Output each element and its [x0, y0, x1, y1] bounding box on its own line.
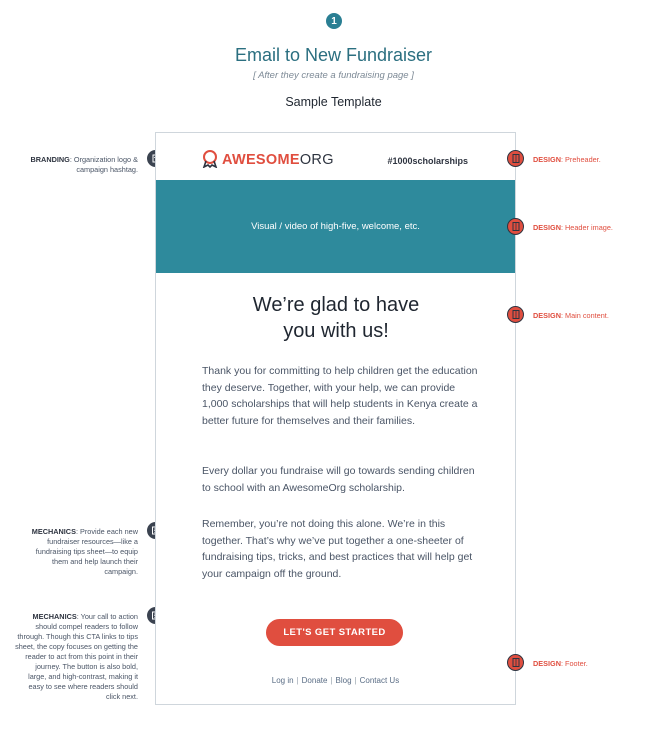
email-preheader	[156, 133, 515, 180]
sample-template-label: Sample Template	[285, 95, 382, 109]
design-footer-note-text: : Footer.	[560, 659, 588, 668]
org-logo-secondary: ORG	[299, 152, 334, 168]
design-main-content-icon	[507, 306, 524, 323]
film-icon	[512, 310, 520, 319]
page-title: Email to New Fundraiser	[234, 45, 433, 65]
design-header-image-note-title: DESIGN	[533, 223, 561, 232]
email-headline	[226, 292, 446, 344]
mechanics-cta-note-text: : Your call to action should compel readers to follow through. Though this CTA links to tips sheet, the copy focuses on getting the reader to act from this point in their journey. The button is also bold, large, and high-contrast, making it easy to see where readers should click next.	[15, 612, 138, 701]
org-logo-text	[222, 152, 334, 168]
design-footer-note-title: DESIGN	[533, 659, 561, 668]
film-icon	[512, 154, 520, 163]
email-paragraph-3: Remember, you’re not doing this alone. We’re in this together. That’s why we’ve put together a one-sheeter of fundraising tips, tricks, and best practices that will help get your campaign off the ground.	[202, 518, 473, 580]
headline-line-2: you with us!	[283, 320, 389, 342]
footer-link-donate[interactable]: Donate	[301, 676, 328, 685]
mechanics-cta-note-title: MECHANICS	[32, 612, 77, 621]
ribbon-logo-icon	[202, 150, 218, 168]
step-number-badge: 1	[326, 13, 342, 29]
branding-note-title: BRANDING	[30, 155, 70, 164]
email-header-image	[156, 180, 515, 273]
org-logo-primary: AWESOME	[222, 152, 300, 168]
mechanics-cta-note	[15, 612, 138, 702]
mechanics-resources-note-text: : Provide each new fundraiser resources—like a fundraising tips sheet—to equip them and help launch their campaign.	[35, 527, 138, 576]
branding-note-text: : Organization logo & campaign hashtag.	[69, 155, 138, 174]
design-footer-icon	[507, 654, 524, 671]
email-template-frame	[155, 132, 516, 705]
design-preheader-icon	[507, 150, 524, 167]
footer-link-login[interactable]: Log in	[271, 676, 294, 685]
design-preheader-note	[533, 155, 653, 165]
get-started-button[interactable]: LET'S GET STARTED	[266, 619, 403, 646]
film-icon	[512, 658, 520, 667]
design-header-image-note	[533, 223, 653, 233]
campaign-hashtag: #1000scholarships	[387, 156, 468, 166]
mechanics-resources-note	[28, 527, 138, 577]
email-paragraph-1: Thank you for committing to help children get the education they deserve. Together, with your help, we can provide 1,000 scholarships that will help students in Kenya create a better future for themselves and their families.	[202, 365, 478, 427]
page-subtitle: [ After they create a fundraising page ]	[253, 70, 414, 81]
film-icon	[512, 222, 520, 231]
design-header-image-icon	[507, 218, 524, 235]
header-image-caption: Visual / video of high-five, welcome, etc.	[251, 221, 420, 232]
design-main-content-note	[533, 311, 653, 321]
headline-line-1: We’re glad to have	[252, 294, 420, 316]
branding-note	[30, 155, 138, 175]
design-main-content-note-title: DESIGN	[533, 311, 561, 320]
design-preheader-note-text: : Preheader.	[560, 155, 601, 164]
design-preheader-note-title: DESIGN	[533, 155, 561, 164]
footer-link-blog[interactable]: Blog	[335, 676, 352, 685]
design-main-content-note-text: : Main content.	[560, 311, 609, 320]
design-header-image-note-text: : Header image.	[560, 223, 613, 232]
email-footer: Log in | Donate | Blog | Contact Us	[271, 676, 400, 685]
footer-link-contact[interactable]: Contact Us	[359, 676, 400, 685]
design-footer-note	[533, 659, 653, 669]
mechanics-resources-note-title: MECHANICS	[31, 527, 76, 536]
email-paragraph-2: Every dollar you fundraise will go towards sending children to school with an AwesomeOrg scholarship.	[202, 465, 475, 494]
